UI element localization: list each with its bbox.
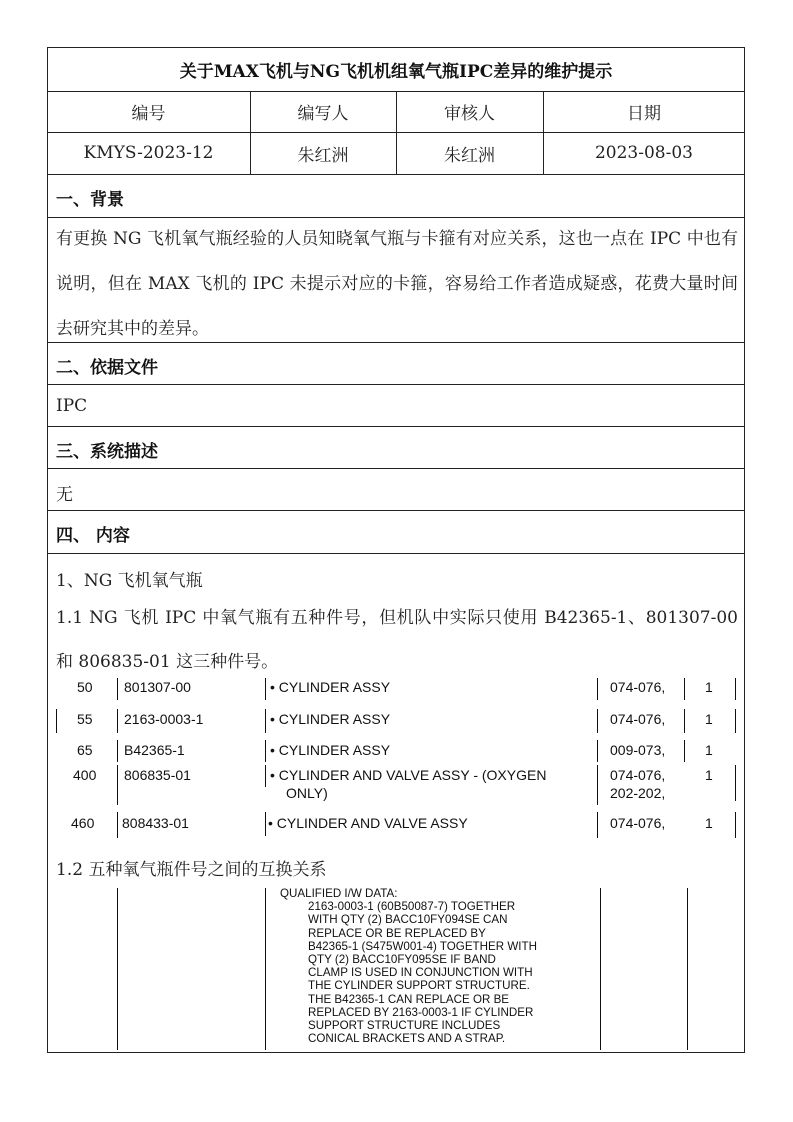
note-heading: QUALIFIED I/W DATA: bbox=[280, 887, 398, 900]
ipc-qty: 1 bbox=[705, 815, 713, 831]
header-author: 编写人 bbox=[297, 104, 349, 124]
ipc-effectivity: 074-076, bbox=[610, 767, 666, 783]
scan-rule bbox=[684, 678, 685, 700]
ipc-part-number: 2163-0003-1 bbox=[124, 711, 204, 727]
scan-rule bbox=[735, 678, 736, 700]
note-line: THE CYLINDER SUPPORT STRUCTURE. bbox=[308, 979, 530, 993]
scan-rule bbox=[265, 709, 266, 733]
note-line: 2163-0003-1 (60B50087-7) TOGETHER bbox=[308, 900, 516, 914]
ipc-effectivity: 074-076, bbox=[610, 815, 666, 831]
ipc-effectivity-cont: 202-202, bbox=[610, 785, 666, 801]
ipc-description-cont: ONLY) bbox=[286, 785, 328, 801]
note-line: REPLACED BY 2163-0003-1 IF CYLINDER bbox=[308, 1005, 534, 1019]
ipc-effectivity: 074-076, bbox=[610, 711, 666, 727]
scan-rule bbox=[687, 888, 688, 1050]
scan-rule bbox=[265, 765, 266, 787]
content-sub1-1: 1.1 NG 飞机 IPC 中氧气瓶有五种件号，但机队中实际只使用 B42365-1、801307-00 和 806835-01 这三种件号。 bbox=[56, 608, 738, 672]
scan-rule bbox=[265, 678, 266, 700]
note-line: WITH QTY (2) BACC10FY094SE CAN bbox=[308, 913, 508, 927]
interchange-note bbox=[280, 887, 610, 1045]
system-text: 无 bbox=[56, 485, 73, 505]
note-line: THE B42365-1 CAN REPLACE OR BE bbox=[308, 992, 510, 1006]
divider bbox=[47, 553, 745, 554]
divider bbox=[47, 468, 745, 469]
background-text: 有更换 NG 飞机氧气瓶经验的人员知晓氧气瓶与卡箍有对应关系，这也一点在 IPC 中也有说明，但在 MAX 飞机的 IPC 未提示对应的卡箍，容易给工作者造成疑惑，花费大量时间去研究其中的差异。 bbox=[56, 229, 738, 339]
note-line: REPLACE OR BE REPLACED BY bbox=[308, 926, 486, 940]
scan-rule bbox=[597, 740, 598, 762]
content-sub1: 1、NG 飞机氧气瓶 bbox=[56, 571, 203, 591]
scan-rule bbox=[597, 765, 598, 805]
section-heading-basis: 二、依据文件 bbox=[56, 358, 158, 378]
value-number: KMYS-2023-12 bbox=[83, 143, 214, 163]
note-line: QTY (2) BACC10FY095SE IF BAND bbox=[308, 953, 496, 967]
ipc-item: 50 bbox=[77, 679, 93, 695]
ipc-qty: 1 bbox=[705, 742, 713, 758]
section-heading-content: 四、 内容 bbox=[56, 526, 130, 546]
header-date: 日期 bbox=[627, 104, 661, 124]
ipc-effectivity: 009-073, bbox=[610, 742, 666, 758]
scan-rule bbox=[684, 709, 685, 733]
ipc-item: 400 bbox=[73, 767, 97, 783]
ipc-part-number: 806835-01 bbox=[124, 767, 191, 783]
note-line: CLAMP IS USED IN CONJUNCTION WITH bbox=[308, 966, 533, 980]
scan-rule bbox=[117, 812, 118, 838]
scan-rule bbox=[597, 709, 598, 733]
ipc-item: 65 bbox=[77, 742, 93, 758]
scan-rule bbox=[117, 740, 118, 762]
note-line: B42365-1 (S475W001-4) TOGETHER WITH bbox=[308, 939, 537, 953]
scan-rule bbox=[735, 812, 736, 838]
value-author: 朱红洲 bbox=[297, 145, 349, 166]
scan-rule bbox=[265, 740, 266, 762]
note-line: SUPPORT STRUCTURE INCLUDES bbox=[308, 1019, 501, 1033]
divider bbox=[47, 174, 745, 175]
page-title: 关于MAX飞机与NG飞机机组氧气瓶IPC差异的维护提示 bbox=[179, 61, 613, 82]
ipc-item: 55 bbox=[77, 711, 93, 727]
scan-rule bbox=[735, 765, 736, 801]
value-reviewer: 朱红洲 bbox=[444, 145, 495, 166]
scan-rule bbox=[265, 888, 266, 1050]
ipc-item: 460 bbox=[71, 815, 95, 831]
scan-rule bbox=[597, 678, 598, 700]
ipc-qty: 1 bbox=[705, 711, 713, 727]
ipc-qty: 1 bbox=[705, 679, 713, 695]
scan-rule bbox=[117, 888, 118, 1050]
ipc-description: • CYLINDER AND VALVE ASSY bbox=[268, 815, 468, 831]
section-heading-background: 一、背景 bbox=[56, 190, 124, 210]
ipc-effectivity: 074-076, bbox=[610, 679, 666, 695]
ipc-description: • CYLINDER AND VALVE ASSY - (OXYGEN bbox=[270, 767, 547, 783]
scan-rule bbox=[735, 709, 736, 733]
ipc-part-number: 808433-01 bbox=[122, 815, 189, 831]
ipc-description: • CYLINDER ASSY bbox=[270, 711, 391, 727]
divider bbox=[47, 426, 745, 427]
ipc-qty: 1 bbox=[705, 767, 713, 783]
ipc-description: • CYLINDER ASSY bbox=[270, 679, 391, 695]
divider bbox=[47, 510, 745, 511]
note-line: CONICAL BRACKETS AND A STRAP. bbox=[308, 1032, 506, 1046]
basis-text: IPC bbox=[56, 396, 88, 416]
scan-rule bbox=[117, 678, 118, 700]
scan-rule bbox=[684, 740, 685, 762]
scan-rule bbox=[117, 765, 118, 805]
scan-rule bbox=[597, 812, 598, 838]
ipc-part-number: 801307-00 bbox=[124, 679, 191, 695]
section-heading-system: 三、系统描述 bbox=[56, 442, 158, 462]
scan-rule bbox=[117, 709, 118, 733]
header-reviewer: 审核人 bbox=[444, 104, 495, 124]
ipc-description: • CYLINDER ASSY bbox=[270, 742, 391, 758]
divider bbox=[47, 384, 745, 385]
value-date: 2023-08-03 bbox=[594, 143, 693, 163]
ipc-part-number: B42365-1 bbox=[124, 742, 185, 758]
scan-rule bbox=[265, 812, 266, 836]
content-sub1-2: 1.2 五种氧气瓶件号之间的互换关系 bbox=[56, 860, 327, 880]
scan-rule bbox=[56, 709, 57, 733]
header-number: 编号 bbox=[131, 104, 166, 124]
